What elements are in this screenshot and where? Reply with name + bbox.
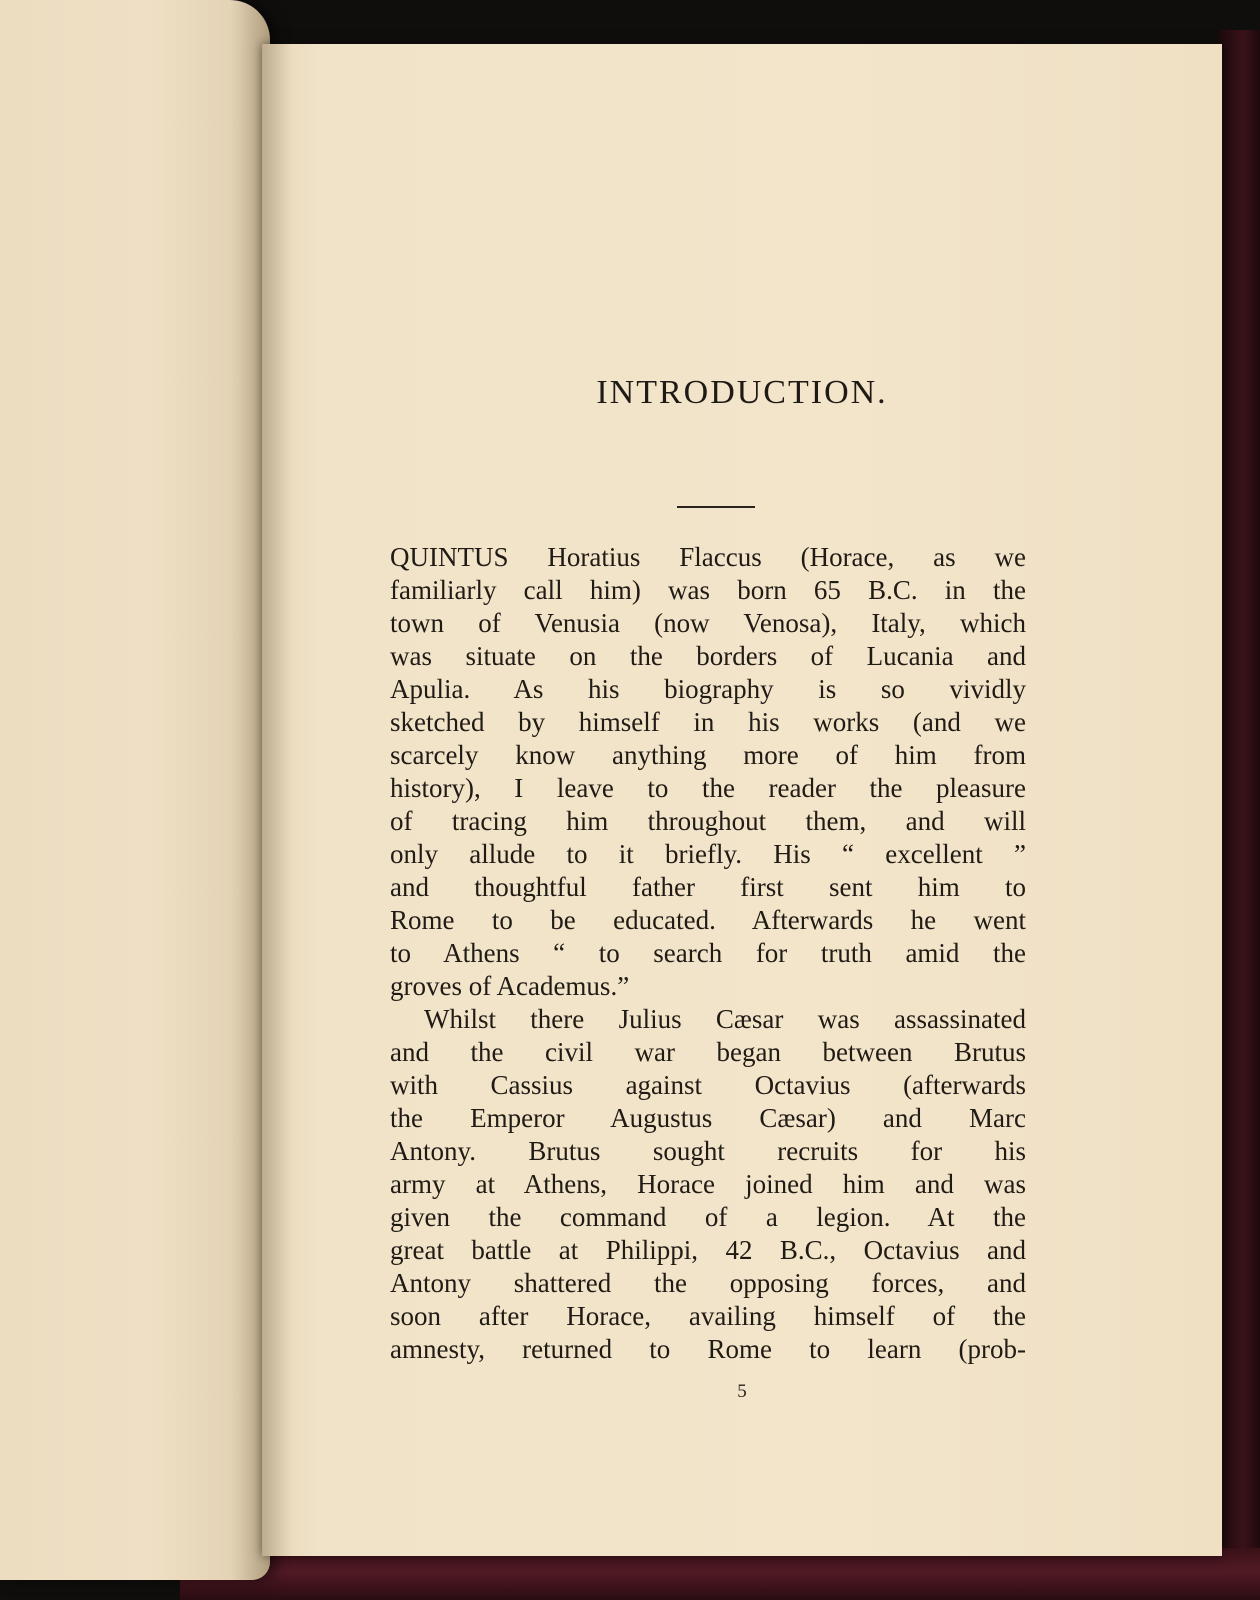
left-page — [0, 0, 270, 1580]
text-line: history), I leave to the reader the pleasure — [390, 773, 1026, 803]
text-line: was situate on the borders of Lucania and — [390, 641, 1026, 671]
text-line: town of Venusia (now Venosa), Italy, which — [390, 608, 1026, 638]
text-line: and thoughtful father first sent him to — [390, 872, 1026, 902]
text-line: Antony shattered the opposing forces, and — [390, 1268, 1026, 1298]
text-line: given the command of a legion. At the — [390, 1202, 1026, 1232]
text-line: familiarly call him) was born 65 B.C. in the — [390, 575, 1026, 605]
text-line: the Emperor Augustus Cæsar) and Marc — [390, 1103, 1026, 1133]
right-page — [262, 44, 1222, 1556]
text-line: of tracing him throughout them, and will — [390, 806, 1026, 836]
text-line: with Cassius against Octavius (afterwards — [390, 1070, 1026, 1100]
text-line: groves of Academus.” — [390, 971, 630, 1001]
title-rule — [677, 506, 755, 508]
text-line: and the civil war began between Brutus — [390, 1037, 1026, 1067]
text-line: QUINTUS Horatius Flaccus (Horace, as we — [390, 542, 1026, 572]
book-cover-edge-right — [1218, 30, 1260, 1600]
text-line: sketched by himself in his works (and we — [390, 707, 1026, 737]
text-line: only allude to it briefly. His “ excellent ” — [390, 839, 1026, 869]
text-line: great battle at Philippi, 42 B.C., Octavius and — [390, 1235, 1026, 1265]
text-line: Rome to be educated. Afterwards he went — [390, 905, 1026, 935]
body-text — [390, 541, 1026, 1366]
text-line: soon after Horace, availing himself of the — [390, 1301, 1026, 1331]
text-line: Apulia. As his biography is so vividly — [390, 674, 1026, 704]
text-line: Whilst there Julius Cæsar was assassinated — [424, 1004, 1026, 1034]
text-line: army at Athens, Horace joined him and was — [390, 1169, 1026, 1199]
page-number: 5 — [737, 1381, 747, 1402]
text-line: to Athens “ to search for truth amid the — [390, 938, 1026, 968]
page-title: INTRODUCTION. — [596, 374, 888, 411]
text-line: scarcely know anything more of him from — [390, 740, 1026, 770]
text-line: amnesty, returned to Rome to learn (prob- — [390, 1334, 1026, 1364]
gutter-shadow — [262, 44, 292, 1556]
text-line: Antony. Brutus sought recruits for his — [390, 1136, 1026, 1166]
